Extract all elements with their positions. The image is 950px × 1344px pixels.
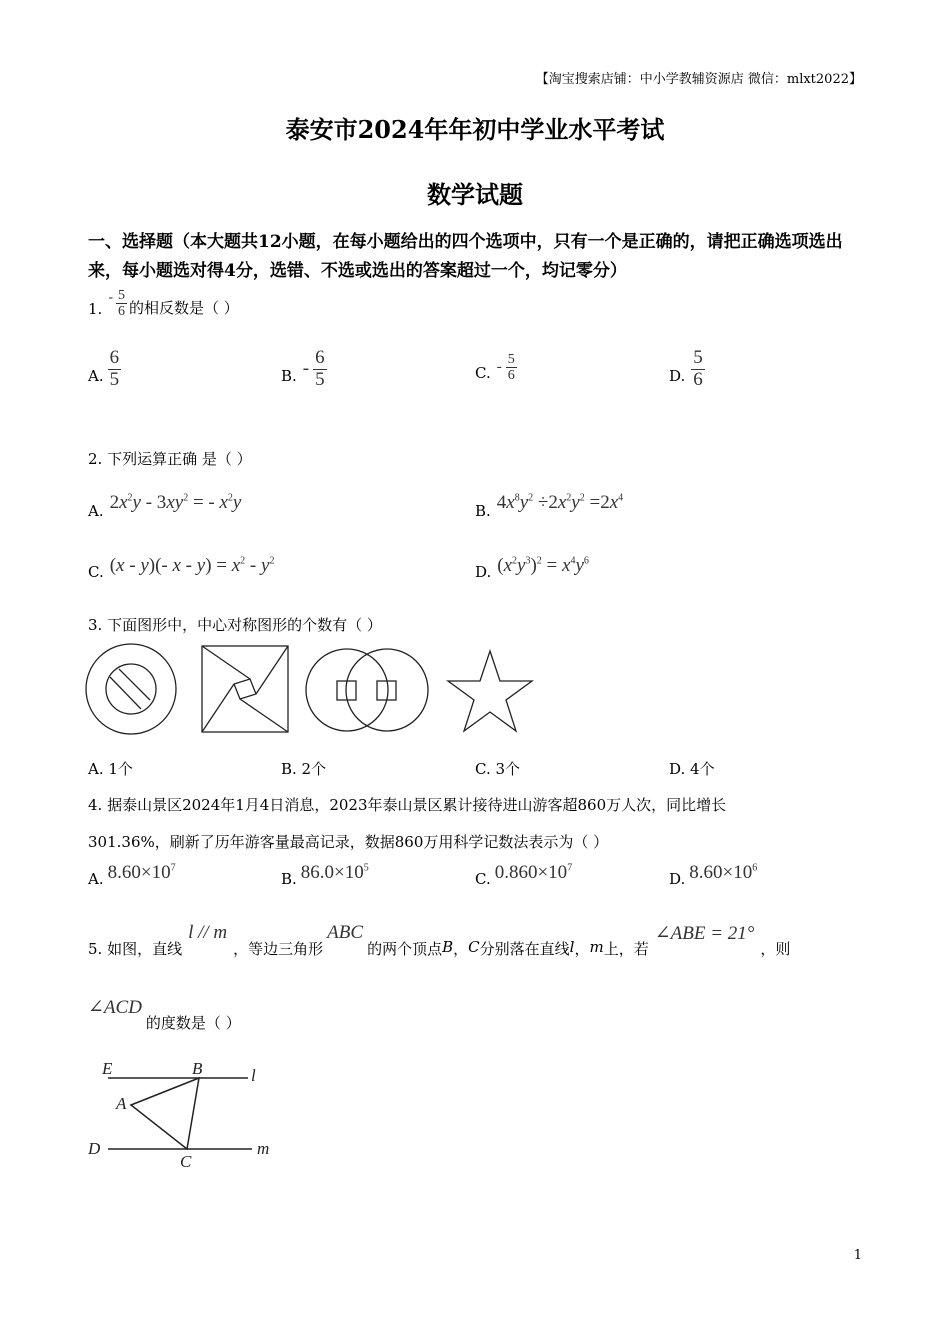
q4-option-d[interactable]: D. $8.60\times 10^6$: [669, 862, 758, 888]
header-note: 【淘宝搜索店铺：中小学教辅资源店 微信：mlxt2022】: [535, 72, 862, 87]
q1-option-a[interactable]: A. $\frac{6}{5}$: [88, 347, 120, 390]
q3-option-a[interactable]: A. 1个: [88, 760, 133, 778]
label-d: D: [88, 1139, 101, 1158]
q5-figure: [84, 1055, 284, 1175]
label-a: A: [116, 1094, 127, 1113]
q2-option-d[interactable]: D. $(x^2y^3)^2 = x^4y^6$: [475, 555, 589, 581]
q2-d-expression: $(x^2y^3)^2 = x^4y^6$: [497, 555, 589, 576]
square-pinwheel-figure: [202, 646, 288, 732]
triangle-abc: [131, 1078, 199, 1149]
q3-option-c[interactable]: C. 3个: [475, 760, 521, 778]
q1-option-d[interactable]: D. $\frac{5}{6}$: [669, 347, 703, 390]
q2-option-a[interactable]: A. $2x^2y - 3xy^2$ = - $x^2y$: [88, 492, 242, 520]
page-number: 1: [853, 1248, 862, 1263]
q4-option-b[interactable]: B. $86.0\times 10^5$: [281, 862, 369, 888]
q3-option-d[interactable]: D. 4个: [669, 760, 715, 778]
q1-number: 1.: [88, 299, 103, 318]
section-1-heading: 一、选择题（本大题共12小题，在每小题给出的四个选项中，只有一个是正确的，请把正确选项选出来，每小题选对得4分，选错、不选或选出的答案超过一个，均记零分）: [88, 232, 843, 281]
exam-subtitle: 数学试题: [427, 180, 523, 209]
q1-option-c[interactable]: C. - $\frac{5}{6}$: [475, 352, 515, 384]
label-c: C: [180, 1152, 192, 1171]
circle-slash-figure: [86, 644, 176, 734]
q1-d-fraction: $\frac{5}{6}$: [693, 347, 703, 390]
question-4-line-2: 301.36%，刷新了历年游客量最高记录，数据860万用科学记数法表示为（ ）: [88, 833, 609, 851]
q3-figures: [84, 643, 539, 738]
label-l: l: [251, 1066, 256, 1085]
question-1: [88, 288, 239, 320]
label-m: m: [257, 1139, 270, 1158]
question-5-line-2: ∠ACD 的度数是（ ）: [88, 997, 241, 1032]
exam-title: 泰安市2024年年初中学业水平考试: [285, 115, 665, 144]
q1-option-b[interactable]: B. - $\frac{6}{5}$: [281, 347, 325, 390]
label-e: E: [102, 1059, 113, 1078]
star-figure: [448, 651, 532, 731]
question-3: 3. 下面图形中，中心对称图形的个数有（ ）: [88, 616, 382, 634]
label-b: B: [192, 1059, 203, 1078]
question-4-line-1: 4. 据泰山景区2024年1月4日消息，2023年泰山景区累计接待进山游客超860万人次，同比增长: [88, 796, 727, 814]
q2-b-expression: $4x^8y^2 \div 2x^2y^2 =2x^4$: [496, 492, 624, 513]
q2-option-c[interactable]: C. (x - y)(- $x - y) = x^2 - y^2$: [88, 555, 275, 581]
q1-text: 的相反数是（ ）: [128, 298, 239, 317]
q1-a-fraction: $\frac{6}{5}$: [109, 347, 120, 390]
two-circles-squares-figure: [306, 649, 428, 731]
q2-option-b[interactable]: B. $4x^8y^2 \div 2x^2y^2 =2x^4$: [475, 492, 624, 520]
q1-c-fraction: $\frac{5}{6}$: [507, 352, 515, 384]
q1-b-fraction: $\frac{6}{5}$: [315, 347, 325, 390]
q4-option-c[interactable]: C. $0.860\times 10^7$: [475, 862, 573, 888]
q3-option-b[interactable]: B. 2个: [281, 760, 327, 778]
question-2: 2. 下列运算正确 是（ ）: [88, 450, 252, 468]
q1-sign: -: [108, 289, 113, 305]
question-5: 5. 如图，直线 l // m ，等边三角形 ABC 的两个顶点 B ， C 分别落在直线 l ， m 上，若 ∠ABE = 21° ，则: [88, 922, 791, 958]
q2-a-expression: $2x^2y - 3xy^2$ = - $x^2y$: [109, 492, 242, 513]
q4-option-a[interactable]: A. $8.60\times 10^7$: [88, 862, 176, 888]
q2-c-expression: (x - y)(- $x - y) = x^2 - y^2$: [109, 555, 275, 576]
q1-fraction: $\frac{5}{6}$: [117, 288, 125, 320]
